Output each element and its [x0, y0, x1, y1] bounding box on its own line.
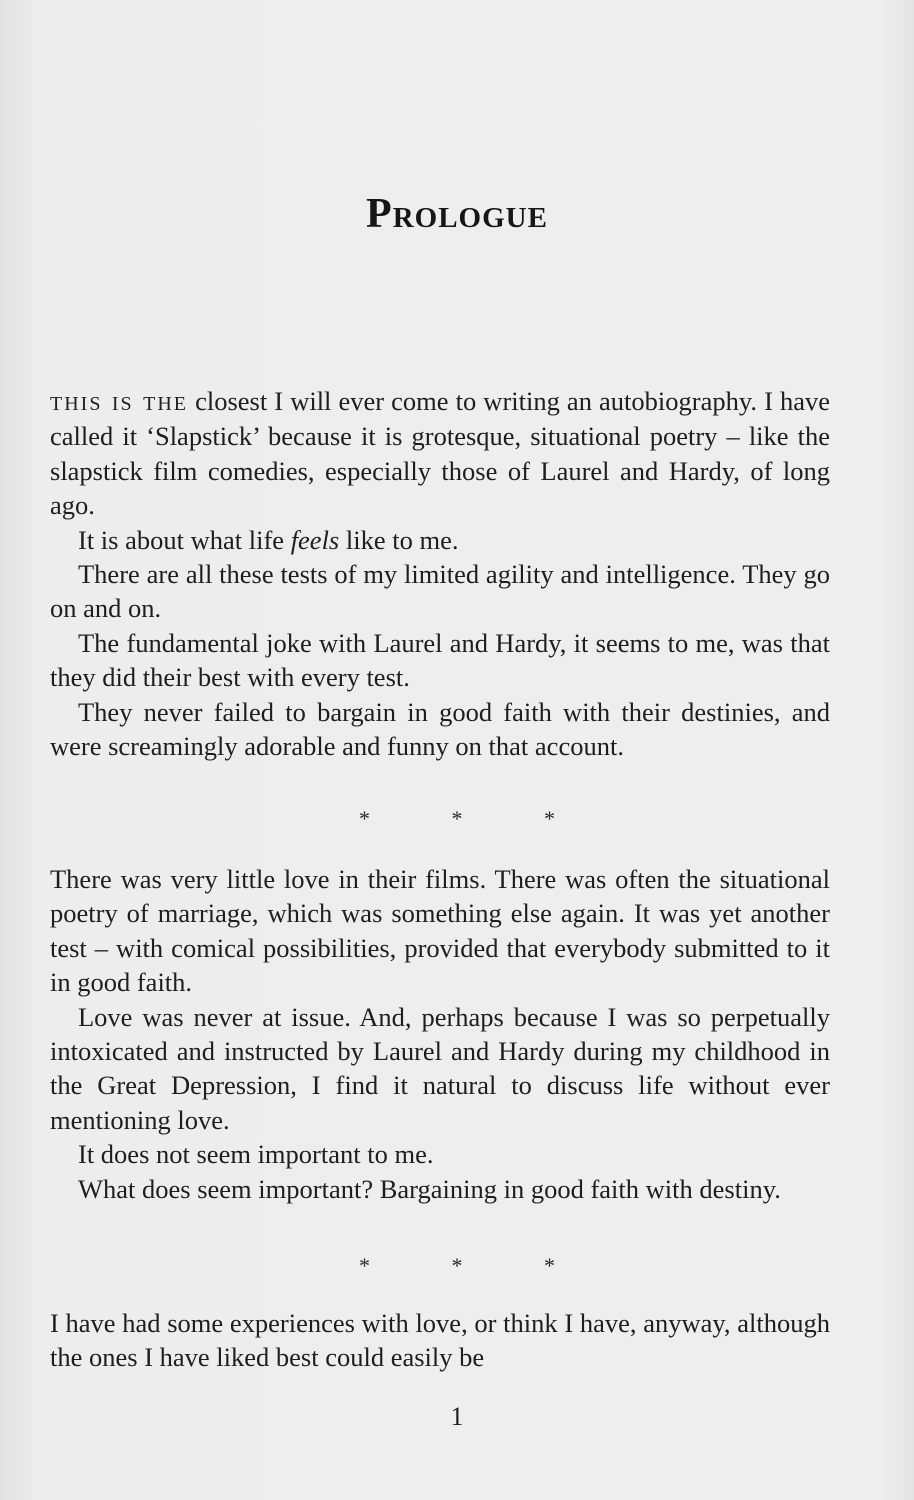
- section-separator: * * *: [359, 806, 593, 831]
- paragraph: [50, 523, 830, 557]
- section-separator: * * *: [359, 1253, 593, 1278]
- paragraph-text: like to me.: [339, 524, 459, 555]
- paragraph: There are all these tests of my limited agility and intelligence. They go on and on.: [50, 559, 830, 624]
- paragraph: I have had some experiences with love, or think I have, anyway, although the ones I have liked best could easily be: [50, 1308, 830, 1373]
- section-1: [50, 384, 830, 763]
- paragraph: The fundamental joke with Laurel and Hardy, it seems to me, was that they did their best with every test.: [50, 627, 830, 693]
- lead-in-caps: this is the: [50, 386, 189, 417]
- emphasis: feels: [290, 524, 340, 555]
- page-number: 1: [450, 1402, 464, 1431]
- paragraph: They never failed to bargain in good faith with their destinies, and were screamingly adorable and funny on that account.: [50, 696, 830, 762]
- section-2: [50, 862, 830, 1206]
- paragraph: [50, 384, 830, 523]
- paragraph: There was very little love in their films. There was often the situational poetry of marriage, which was something else again. It was yet another test – with comical possibilities, provided that everybody submitted to it in good faith.: [50, 864, 830, 998]
- paragraph-text: It is about what life: [78, 524, 291, 555]
- paragraph-text: closest I will ever come to writing an autobiography. I have called it ‘Slapstick’ because it is grotesque, situational poetry – like the slapstick film comedies, especially those of Laurel and Hardy, of long ago.: [50, 386, 830, 521]
- section-3: [50, 1306, 830, 1375]
- chapter-title: Prologue: [366, 191, 548, 237]
- paragraph: What does seem important? Bargaining in good faith with destiny.: [78, 1173, 781, 1204]
- paragraph: Love was never at issue. And, perhaps because I was so perpetually intoxicated and instructed by Laurel and Hardy during my childhood in the Great Depression, I find it natural to discuss life without ever mentioning love.: [50, 1001, 830, 1135]
- paragraph: It does not seem important to me.: [78, 1139, 434, 1170]
